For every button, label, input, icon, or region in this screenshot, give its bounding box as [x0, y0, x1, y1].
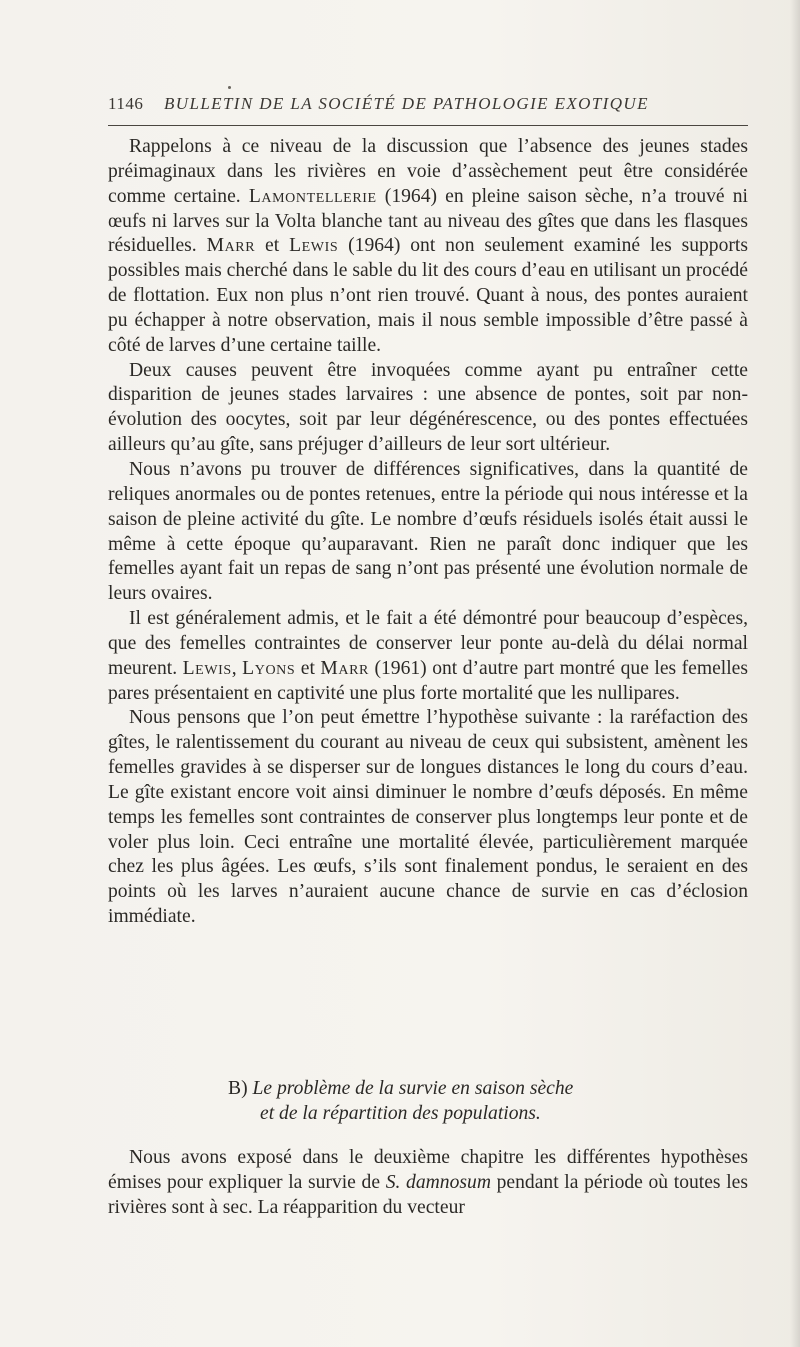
section-title-line-1: Le problème de la survie en saison sèche	[252, 1078, 574, 1099]
body-text-continued	[108, 1146, 748, 1221]
author-name: Lamontellerie	[248, 185, 377, 207]
paragraph-4: Il est généralement admis, et le fait a été démontré pour beaucoup d’espèces, que des femelles contraintes de conserver leur ponte au-delà du délai normal meurent. Lewis, Lyons et Marr (1961) ont d’autre part montré que les femelles pares présentaient en captivité une plus forte mortalité que les nullipares.	[108, 608, 749, 704]
paragraph-1: Rappelons à ce niveau de la discussion que l’absence des jeunes stades préimaginaux dans les rivières en voie d’assèchement peut être considérée comme certaine. Lamontellerie (1964) en pleine saison sèche, n’a trouvé ni œufs ni larves sur la Volta blanche tant au niveau des gîtes que dans les flasques résiduelles. Marr et Lewis (1964) ont non seulement examiné les supports possibles mais cherché dans le sable du lit des cours d’eau en utilisant un procédé de flottation. Eux non plus n’ont rien trouvé. Quant à nous, des pontes auraient pu échapper à notre observation, mais il nous semble impossible d’être passé à côté de larves d’une certaine taille.	[108, 136, 748, 356]
author-name: Lewis	[289, 235, 339, 257]
section-label: B)	[228, 1078, 248, 1099]
print-speck	[228, 86, 231, 89]
paragraph-6: Nous avons exposé dans le deuxième chapitre les différentes hypothèses émises pour expliquer la survie de S. damnosum pendant la période où toutes les rivières sont à sec. La réapparition du vecteur	[108, 1147, 748, 1218]
page-number: 1146	[108, 94, 144, 113]
paragraph-3: Nous n’avons pu trouver de différences significatives, dans la quantité de reliques anormales ou de pontes retenues, entre la période qui nous intéresse et la saison de pleine activité du gîte. Le nombre d’œufs résiduels isolés était aussi le même à cette époque qu’auparavant. Rien ne paraît donc indiquer que les femelles ayant fait un repas de sang n’ont pas présenté une évolution normale de leurs ovaires.	[108, 458, 748, 605]
paragraph-2: Deux causes peuvent être invoquées comme ayant pu entraîner cette disparition de jeunes stades larvaires : une absence de pontes, soit par non-évolution des oocytes, soit par leur dégénérescence, ou des pontes effectuées ailleurs qu’au gîte, sans préjuger d’ailleurs de leur sort ultérieur.	[108, 359, 748, 456]
author-name: Marr	[206, 235, 256, 257]
body-text	[108, 135, 748, 930]
running-title: BULLETIN DE LA SOCIÉTÉ DE PATHOLOGIE EXOTIQUE	[164, 94, 649, 113]
header-rule	[108, 125, 748, 126]
section-title-line-2: et de la répartition des populations.	[260, 1103, 541, 1124]
author-name: Lewis	[182, 657, 232, 679]
paragraph-5: Nous pensons que l’on peut émettre l’hypothèse suivante : la raréfaction des gîtes, le ralentissement du courant au niveau de ceux qui subsistent, amènent les femelles gravides à se disperser sur de longues distances le long du cours d’eau. Le gîte existant encore voit ainsi diminuer le nombre d’œufs déposés. En même temps les femelles sont contraintes de conserver plus longtemps leur ponte et de voler plus loin. Ceci entraîne une mortalité élevée, particulièrement marquée chez les plus âgées. Les œufs, s’ils sont finalement pondus, le seraient en des points où les larves n’auraient aucune chance de survie en cas d’éclosion immédiate.	[108, 707, 748, 928]
section-heading	[228, 1076, 708, 1126]
author-name: Lyons	[242, 657, 296, 679]
running-header	[108, 94, 748, 124]
species-name: S. damnosum	[385, 1171, 491, 1193]
author-name: Marr	[320, 657, 369, 679]
page-edge-shadow	[790, 0, 800, 1347]
